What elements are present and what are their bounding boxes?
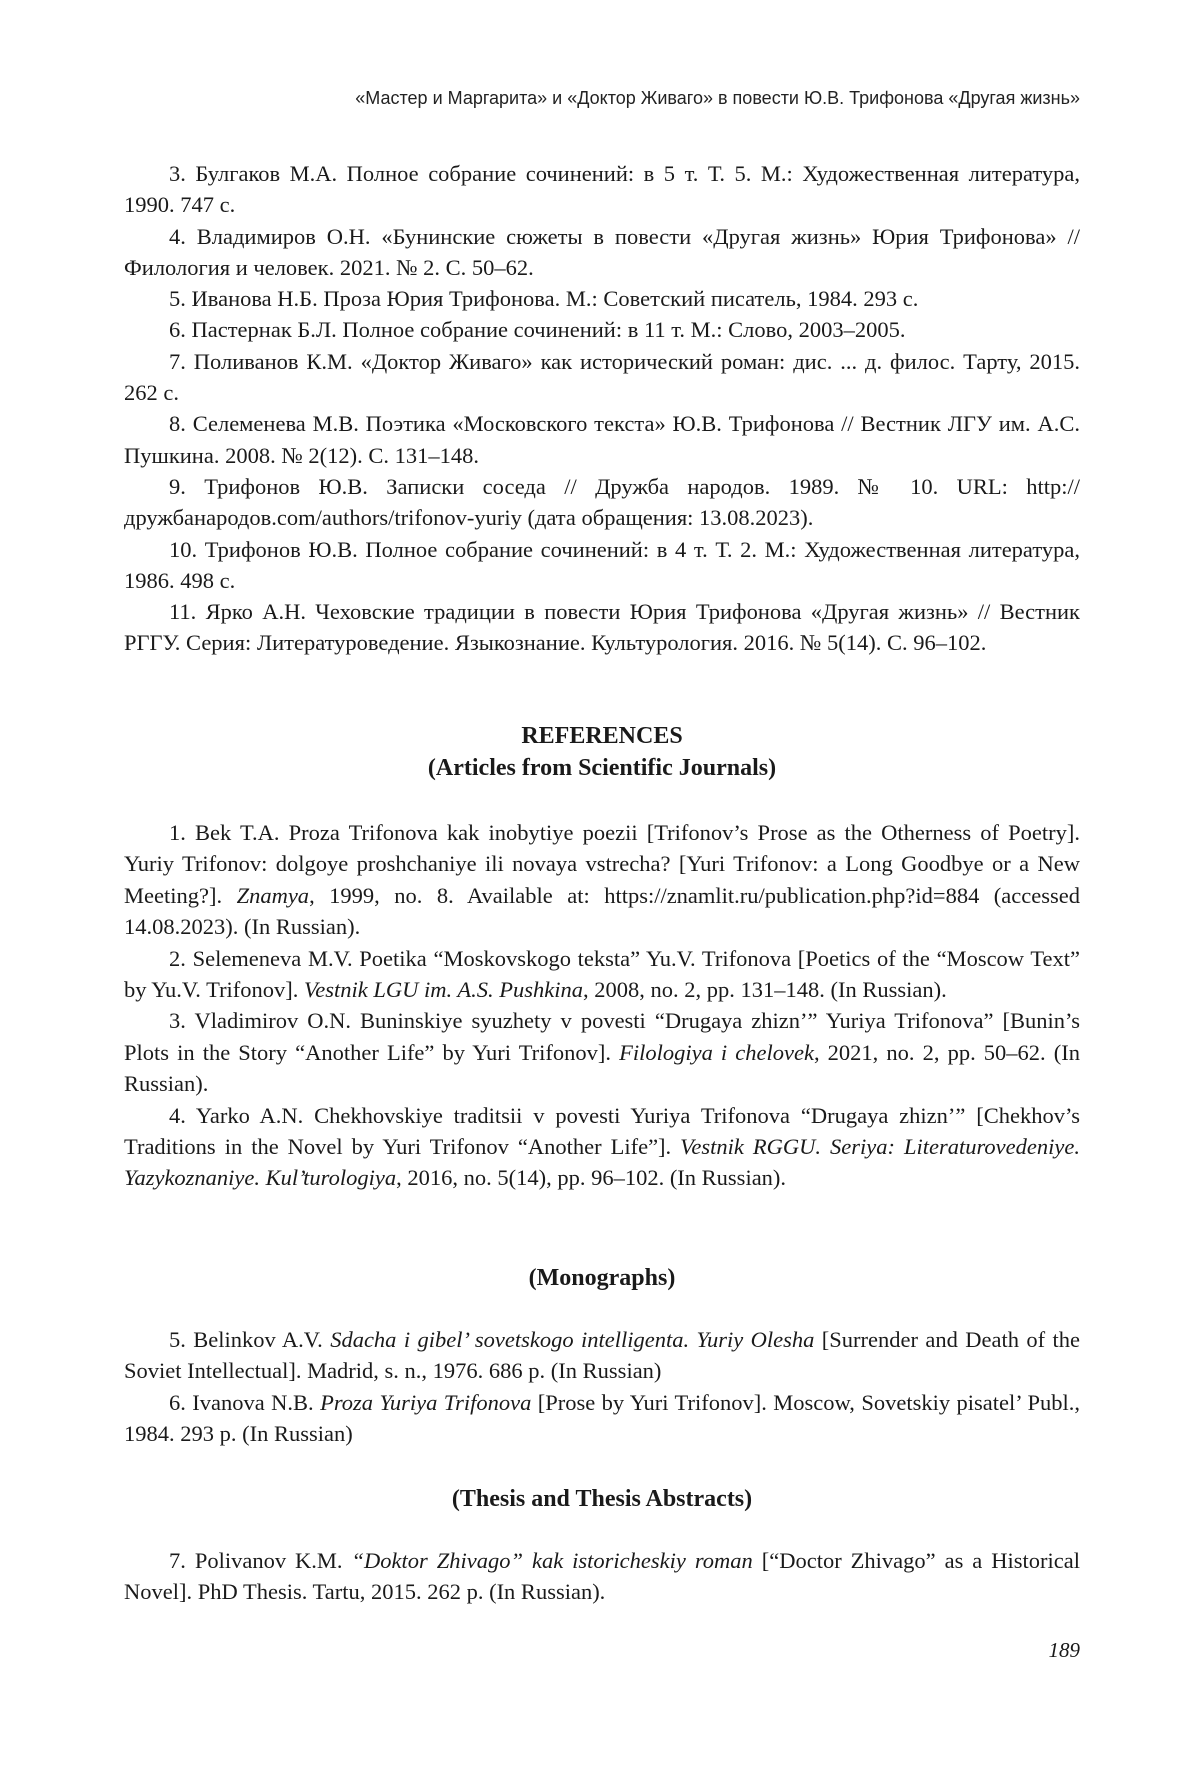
reference-item: 10. Трифонов Ю.В. Полное собрание сочинений: в 4 т. Т. 2. М.: Художественная литература, 1986. 498 с. [124,534,1080,597]
reference-item: 5. Belinkov A.V. Sdacha i gibel’ sovetskogo intelligenta. Yuriy Olesha [Surrender and Death of the Soviet Intellectual]. Madrid, s. n., 1976. 686 p. (In Russian) [124,1324,1080,1387]
monographs-list [124,1324,1080,1450]
running-head: «Мастер и Маргарита» и «Доктор Живаго» в повести Ю.В. Трифонова «Другая жизнь» [124,88,1080,109]
articles-list [124,817,1080,1194]
reference-item: 5. Иванова Н.Б. Проза Юрия Трифонова. М.: Советский писатель, 1984. 293 с. [124,283,1080,314]
reference-item: 4. Владимиров О.Н. «Бунинские сюжеты в повести «Другая жизнь» Юрия Трифонова» // Филология и человек. 2021. № 2. С. 50–62. [124,221,1080,284]
reference-item: 6. Пастернак Б.Л. Полное собрание сочинений: в 11 т. М.: Слово, 2003–2005. [124,314,1080,345]
reference-item: 1. Bek T.A. Proza Trifonova kak inobytiye poezii [Trifonov’s Prose as the Otherness of Poetry]. Yuriy Trifonov: dolgoye proshchaniye ili novaya vstrecha? [Yuri Trifonov: a Long Goodbye or a New Meeting?]. Znamya, 1999, no. 8. Available at: https://znamlit.ru/publication.php?id=884 (accessed 14.08.2023). (In Russian). [124,817,1080,943]
reference-item: 7. Polivanov K.M. “Doktor Zhivago” kak istoricheskiy roman [“Doctor Zhivago” as a Historical Novel]. PhD Thesis. Tartu, 2015. 262 p. (In Russian). [124,1545,1080,1608]
reference-item: 2. Selemeneva M.V. Poetika “Moskovskogo teksta” Yu.V. Trifonova [Poetics of the “Moscow Text” by Yu.V. Trifonov]. Vestnik LGU im. A.S. Pushkina, 2008, no. 2, pp. 131–148. (In Russian). [124,943,1080,1006]
reference-item: 7. Поливанов К.М. «Доктор Живаго» как исторический роман: дис. ... д. филос. Тарту, 2015. 262 с. [124,346,1080,409]
reference-item: 4. Yarko A.N. Chekhovskiye traditsii v povesti Yuriya Trifonova “Drugaya zhizn’” [Chekhov’s Traditions in the Novel by Yuri Trifonov “Another Life”]. Vestnik RGGU. Seriya: Literaturovedeniye. Yazykoznaniye. Kul’turologiya, 2016, no. 5(14), pp. 96–102. (In Russian). [124,1100,1080,1194]
reference-item: 3. Булгаков М.А. Полное собрание сочинений: в 5 т. Т. 5. М.: Художественная литература, 1990. 747 с. [124,158,1080,221]
russian-reference-list [124,158,1080,659]
references-heading [124,720,1080,784]
reference-item: 8. Селеменева М.В. Поэтика «Московского текста» Ю.В. Трифонова // Вестник ЛГУ им. А.С. Пушкина. 2008. № 2(12). С. 131–148. [124,408,1080,471]
references-title: REFERENCES [124,720,1080,752]
page [0,0,1200,1784]
thesis-list [124,1545,1080,1608]
reference-item: 3. Vladimirov O.N. Buninskiye syuzhety v povesti “Drugaya zhizn’” Yuriya Trifonova” [Bunin’s Plots in the Story “Another Life” by Yuri Trifonov]. Filologiya i chelovek, 2021, no. 2, pp. 50–62. (In Russian). [124,1005,1080,1099]
thesis-heading: (Thesis and Thesis Abstracts) [124,1483,1080,1515]
reference-item: 9. Трифонов Ю.В. Записки соседа // Дружба народов. 1989. № 10. URL: http://дружбанародов.com/authors/trifonov-yuriy (дата обращения: 13.08.2023). [124,471,1080,534]
reference-item: 11. Ярко А.Н. Чеховские традиции в повести Юрия Трифонова «Другая жизнь» // Вестник РГГУ. Серия: Литературоведение. Языкознание. Культурология. 2016. № 5(14). С. 96–102. [124,596,1080,659]
references-subtitle: (Articles from Scientific Journals) [124,752,1080,784]
reference-item: 6. Ivanova N.B. Proza Yuriya Trifonova [Prose by Yuri Trifonov]. Moscow, Sovetskiy pisatel’ Publ., 1984. 293 p. (In Russian) [124,1387,1080,1450]
page-number: 189 [124,1638,1080,1663]
monographs-heading: (Monographs) [124,1262,1080,1294]
